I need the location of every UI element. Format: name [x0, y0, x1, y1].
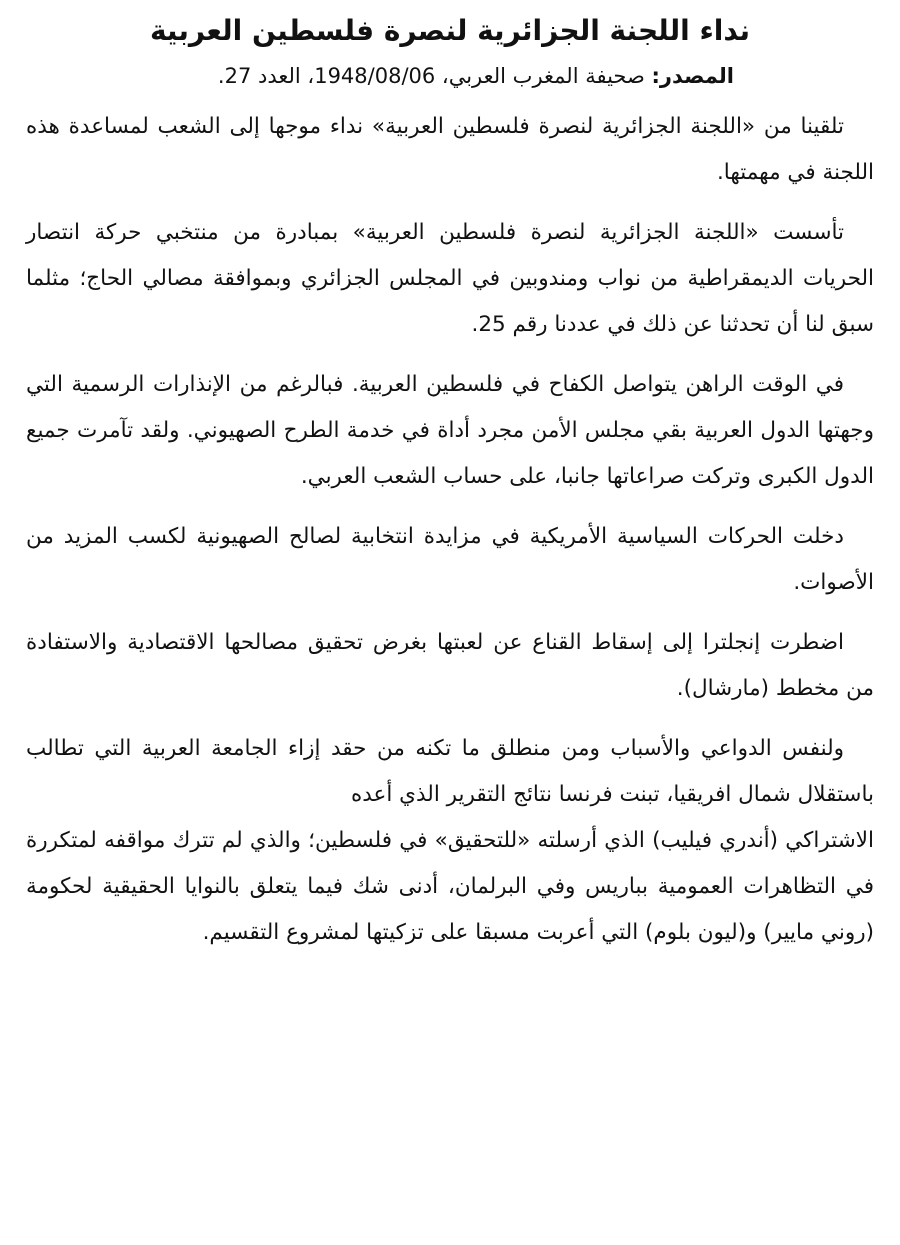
document-title: نداء اللجنة الجزائرية لنصرة فلسطين العربية: [149, 14, 751, 47]
paragraph-1: تلقينا من «اللجنة الجزائرية لنصرة فلسطين العربية» نداء موجها إلى الشعب لمساعدة هذه اللجنة في مهمتها.: [26, 114, 874, 185]
paragraph-5: اضطرت إنجلترا إلى إسقاط القناع عن لعبتها بغرض تحقيق مصالحها الاقتصادية والاستفادة من مخطط (مارشال).: [26, 630, 874, 701]
paragraph-2: تأسست «اللجنة الجزائرية لنصرة فلسطين العربية» بمبادرة من منتخبي حركة انتصار الحريات الديمقراطية من نواب ومندوبين في المجلس الجزائري وبموافقة مصالي الحاج؛ مثلما سبق لنا أن تحدثنا عن ذلك في عددنا رقم 25.: [26, 220, 874, 337]
paragraph-7: الاشتراكي (أندري فيليب) الذي أرسلته «للتحقيق» في فلسطين؛ والذي لم تترك مواقفه لمتكررة في التظاهرات العمومية بباريس وفي البرلمان، أدنى شك فيما يتعلق بالنوايا الحقيقية لحكومة (روني مايير) و(ليون بلوم) التي أعربت مسبقا على تزكيتها لمشروع التقسيم.: [26, 828, 874, 945]
paragraph-3: في الوقت الراهن يتواصل الكفاح في فلسطين العربية. فبالرغم من الإنذارات الرسمية التي وجهتها الدول العربية بقي مجلس الأمن مجرد أداة في خدمة الطرح الصهيوني. ولقد تآمرت جميع الدول الكبرى وتركت صراعاتها جانبا، على حساب الشعب العربي.: [26, 372, 874, 489]
source-line: [26, 58, 734, 94]
source-label: المصدر:: [651, 64, 734, 88]
source-text: صحيفة المغرب العربي، 1948/08/06، العدد 27.: [217, 64, 645, 88]
paragraph-6: ولنفس الدواعي والأسباب ومن منطلق ما تكنه من حقد إزاء الجامعة العربية التي تطالب باستقلال شمال افريقيا، تبنت فرنسا نتائج التقرير الذي أعده: [26, 736, 874, 807]
paragraph-4: دخلت الحركات السياسية الأمريكية في مزايدة انتخابية لصالح الصهيونية لكسب المزيد من الأصوات.: [26, 524, 874, 595]
